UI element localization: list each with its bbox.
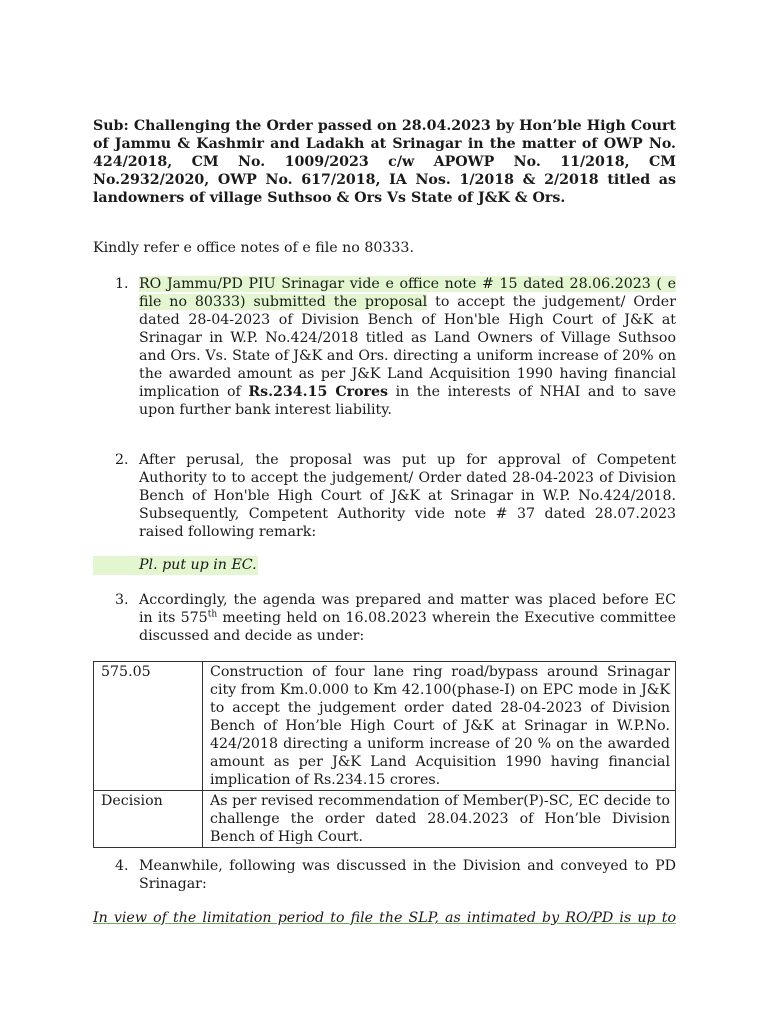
reference-line: Kindly refer e office notes of e file no 80333.	[93, 240, 414, 256]
list-number: 2.	[115, 452, 129, 468]
table-cell-description: As per revised recommendation of Member(P)-SC, EC decide to challenge the order dated 28.04.2023 of Hon’ble Division Bench of High Court.	[203, 791, 676, 848]
list-number: 3.	[115, 592, 129, 608]
item-text: Accordingly, the agenda was prepared and matter was placed before EC in its 575	[139, 592, 676, 626]
remark-text: Pl. put up in EC.	[139, 557, 257, 573]
superscript: th	[207, 609, 218, 620]
list-item-1	[93, 275, 676, 419]
list-item-text	[139, 275, 676, 419]
list-number: 1.	[115, 276, 129, 292]
list-item-text	[139, 591, 676, 645]
item-text: to accept the judgement/ Order dated 28-04-2023 of Division Bench of Hon'ble High Court of J&K at Srinagar in W.P. No.424/2018 titled as Land Owners of Village Suthsoo and Ors. Vs. State of J&K and Ors. directing a uniform increase of 20% on the awarded amount as per J&K Land Acquisition 1990 having financial implication of	[139, 294, 676, 400]
table-cell-item: 575.05	[94, 662, 203, 791]
list-item-text: After perusal, the proposal was put up for approval of Competent Authority to to accept the judgement/ Order dated 28-04-2023 of Division Bench of Hon'ble High Court of J&K at Srinagar in W.P. No.424/2018. Subsequently, Competent Authority vide note # 37 dated 28.07.2023 raised following remark:	[139, 452, 676, 540]
list-item-text: Meanwhile, following was discussed in the Division and conveyed to PD Srinagar:	[139, 858, 676, 892]
ec-decision-table	[93, 661, 676, 848]
amount-bold: Rs.234.15 Crores	[248, 384, 389, 400]
subject-text: Challenging the Order passed on 28.04.2023 by Hon’ble High Court of Jammu & Kashmir and Ladakh at Srinagar in the matter of OWP No. 424/2018, CM No. 1009/2023 c/w APOWP No. 11/2018, CM No.2932/2020, OWP No. 617/2018, IA Nos. 1/2018 & 2/2018 titled as landowners of village Suthsoo & Ors Vs State of J&K & Ors.	[93, 118, 676, 206]
table-row	[94, 791, 676, 848]
highlighted-text: RO Jammu/PD PIU Srinagar vide e office note # 15 dated 28.06.2023 ( e file no 80333) submitted the proposal	[139, 276, 676, 310]
list-item-4	[93, 857, 676, 893]
list-number: 4.	[115, 858, 129, 874]
item-text-cont: meeting held on 16.08.2023 wherein the Executive committee discussed and decide as under:	[139, 610, 676, 644]
table-cell-description: Construction of four lane ring road/bypass around Srinagar city from Km.0.000 to Km 42.100(phase-I) on EPC mode in J&K to accept the judgement order dated 28-04-2023 of Division Bench of Hon’ble High Court of J&K at Srinagar in W.P.No. 424/2018 directing a uniform increase of 20 % on the awarded amount as per J&K Land Acquisition 1990 having financial implication of Rs.234.15 crores.	[203, 662, 676, 791]
list-item-2	[93, 451, 676, 541]
table-row	[94, 662, 676, 791]
closing-italic-line: In view of the limitation period to file the SLP, as intimated by RO/PD is up to	[93, 910, 676, 926]
subject-label: Sub:	[93, 118, 129, 134]
subject-paragraph	[93, 117, 676, 207]
list-item-3	[93, 591, 676, 645]
item-tail: in the interests of NHAI and to save upon further bank interest liability.	[139, 384, 676, 418]
table-cell-item: Decision	[94, 791, 203, 848]
